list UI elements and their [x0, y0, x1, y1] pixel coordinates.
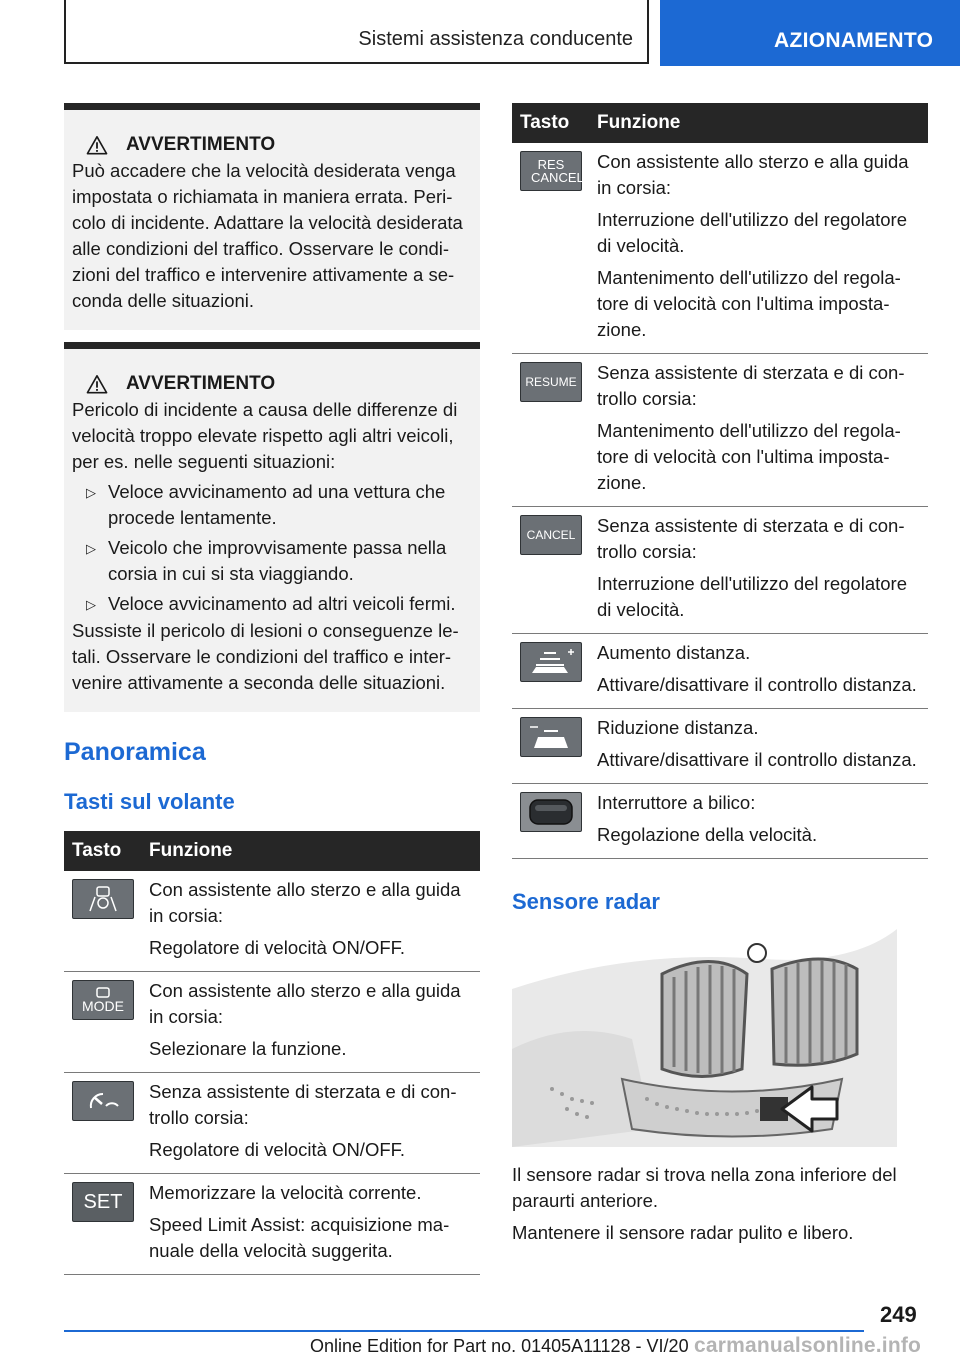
- table-row: [512, 634, 928, 709]
- function-text: Con assistente allo sterzo e alla guida in corsia:: [149, 980, 461, 1027]
- function-cell: [141, 972, 480, 1073]
- set-key-icon: [72, 1182, 134, 1222]
- bullet-item: [72, 535, 472, 587]
- footer-edition-text: Online Edition for Part no. 01405A11128 - VI/20: [310, 1336, 689, 1356]
- function-text: Mantenimento dell'utilizzo del regolatore di velocità con l'ultima impostazione.: [597, 267, 901, 340]
- table-row: [64, 1073, 480, 1174]
- function-text: Mantenimento dell'utilizzo del regolatore di velocità con l'ultima impostazione.: [597, 420, 901, 493]
- function-text: Senza assistente di sterzata e di controllo corsia:: [149, 1081, 457, 1128]
- cancel-key-icon: [520, 515, 582, 555]
- table-row: [512, 354, 928, 507]
- key-cell: [512, 784, 589, 859]
- function-text: Senza assistente di sterzata e di controllo corsia:: [597, 515, 905, 562]
- function-text: Regolatore di velocità ON/OFF.: [149, 1139, 406, 1160]
- key-cell: [64, 1073, 141, 1174]
- steering-keys-table-right: [512, 103, 928, 859]
- table-row: [64, 1174, 480, 1275]
- function-text: Aumento distanza.: [597, 642, 751, 663]
- header-section-box: [64, 0, 649, 64]
- bullet-text: Veloce avvicinamento ad altri veicoli fermi.: [108, 593, 456, 614]
- function-text: Con assistente allo sterzo e alla guida in corsia:: [149, 879, 461, 926]
- column-header-key: Tasto: [64, 831, 141, 871]
- function-cell: [589, 709, 928, 784]
- header-chapter-tab: [660, 0, 960, 66]
- key-cell: [64, 972, 141, 1073]
- table-row: [512, 143, 928, 354]
- warning-intro: Pericolo di incidente a causa delle differenze di velocità troppo elevate rispetto agli altri veicoli, per es. nelle seguenti situazioni:: [72, 399, 458, 472]
- footer-watermark: carmanualsonline.info: [694, 1334, 922, 1357]
- function-text: Interruzione dell'utilizzo del regolatore di velocità.: [597, 209, 907, 256]
- table-header-row: [64, 831, 480, 871]
- right-column: [512, 103, 928, 1246]
- radar-paragraph-1: Il sensore radar si trova nella zona inferiore del paraurti anteriore.: [512, 1164, 897, 1211]
- warning-outro: Sussiste il pericolo di lesioni o conseguenze letali. Osservare le condizioni del traffico e intervenire attivamente a seconda delle situazioni.: [72, 620, 459, 693]
- function-text: Attivare/disattivare il controllo distanza.: [597, 674, 917, 695]
- header-chapter-title: AZIONAMENTO: [774, 29, 934, 52]
- section-title: Panoramica: [64, 738, 206, 766]
- key-label: MODE: [82, 998, 124, 1014]
- function-text: Interruttore a bilico:: [597, 792, 756, 813]
- function-cell: [141, 1174, 480, 1275]
- steering-keys-table-left: [64, 831, 480, 1275]
- key-label: SET: [83, 1191, 123, 1213]
- table-row: [512, 709, 928, 784]
- function-text: Speed Limit Assist: acquisizione manuale della velocità suggerita.: [149, 1214, 450, 1261]
- function-cell: [589, 143, 928, 354]
- footer-divider: [64, 1330, 864, 1332]
- warning-box-1: [64, 103, 480, 330]
- key-cell: [64, 1174, 141, 1275]
- header-section-title: Sistemi assistenza conducente: [358, 28, 633, 50]
- function-text: Regolazione della velocità.: [597, 824, 818, 845]
- key-cell: [512, 709, 589, 784]
- key-label: RES CANCEL: [531, 157, 584, 185]
- function-cell: [589, 634, 928, 709]
- page-header: [0, 0, 960, 64]
- function-text: Regolatore di velocità ON/OFF.: [149, 937, 406, 958]
- page-number: 249: [880, 1302, 917, 1327]
- warning-triangle-icon: [86, 374, 108, 394]
- left-column: [64, 103, 480, 1275]
- key-label: CANCEL: [526, 528, 576, 542]
- cruise-control-icon: [72, 1081, 134, 1121]
- radar-paragraph-2: Mantenere il sensore radar pulito e libero.: [512, 1222, 854, 1243]
- function-text: Attivare/disattivare il controllo distanza.: [597, 749, 917, 770]
- bullet-text: Veloce avvicinamento ad una vettura che procede lentamente.: [108, 481, 446, 528]
- warning-title-text: AVVERTIMENTO: [126, 373, 276, 394]
- bullet-triangle-icon: ▷: [86, 541, 96, 556]
- subsection-title: Tasti sul volante: [64, 789, 235, 814]
- steering-assist-icon: [72, 879, 134, 919]
- table-row: [64, 972, 480, 1073]
- warning-box-2: [64, 342, 480, 712]
- radar-sensor-car-front-image: [512, 929, 897, 1147]
- bullet-item: [72, 591, 472, 618]
- mode-key-icon: [72, 980, 134, 1020]
- function-cell: [589, 507, 928, 634]
- bullet-text: Veicolo che improvvisamente passa nella corsia in cui si sta viaggiando.: [108, 537, 447, 584]
- radar-section-title: Sensore radar: [512, 889, 660, 914]
- bullet-item: [72, 479, 472, 531]
- warning-title: [72, 132, 472, 158]
- warning-title: [72, 371, 472, 397]
- res-cancel-key-icon: [520, 151, 582, 191]
- function-cell: [141, 871, 480, 972]
- key-cell: [512, 507, 589, 634]
- key-cell: [512, 354, 589, 507]
- function-cell: [589, 784, 928, 859]
- warning-title-text: AVVERTIMENTO: [126, 134, 276, 155]
- function-text: Riduzione distanza.: [597, 717, 759, 738]
- function-text: Interruzione dell'utilizzo del regolatore di velocità.: [597, 573, 907, 620]
- function-cell: [141, 1073, 480, 1174]
- key-cell: [512, 634, 589, 709]
- function-cell: [589, 354, 928, 507]
- warning-triangle-icon: [86, 135, 108, 155]
- column-header-key: Tasto: [512, 103, 589, 143]
- function-text: Con assistente allo sterzo e alla guida in corsia:: [597, 151, 909, 198]
- function-text: Memorizzare la velocità corrente.: [149, 1182, 422, 1203]
- key-label: RESUME: [525, 375, 577, 389]
- distance-increase-icon: [520, 642, 582, 682]
- warning-text: Può accadere che la velocità desiderata venga impostata o richiamata in maniera errata. Pericolo di incidente. Adattare la velocità desiderata alle condizioni del traffico. Osservare le condizioni del traffico e intervenire attivamente a seconda delle situazioni.: [72, 160, 463, 311]
- key-cell: [512, 143, 589, 354]
- bullet-triangle-icon: ▷: [86, 597, 96, 612]
- resume-key-icon: [520, 362, 582, 402]
- table-row: [512, 784, 928, 859]
- column-header-function: Funzione: [141, 831, 480, 871]
- distance-decrease-icon: [520, 717, 582, 757]
- function-text: Senza assistente di sterzata e di controllo corsia:: [597, 362, 905, 409]
- table-row: [64, 871, 480, 972]
- function-text: Selezionare la funzione.: [149, 1038, 347, 1059]
- table-header-row: [512, 103, 928, 143]
- table-row: [512, 507, 928, 634]
- bullet-triangle-icon: ▷: [86, 485, 96, 500]
- key-cell: [64, 871, 141, 972]
- column-header-function: Funzione: [589, 103, 928, 143]
- rocker-switch-icon: [520, 792, 582, 832]
